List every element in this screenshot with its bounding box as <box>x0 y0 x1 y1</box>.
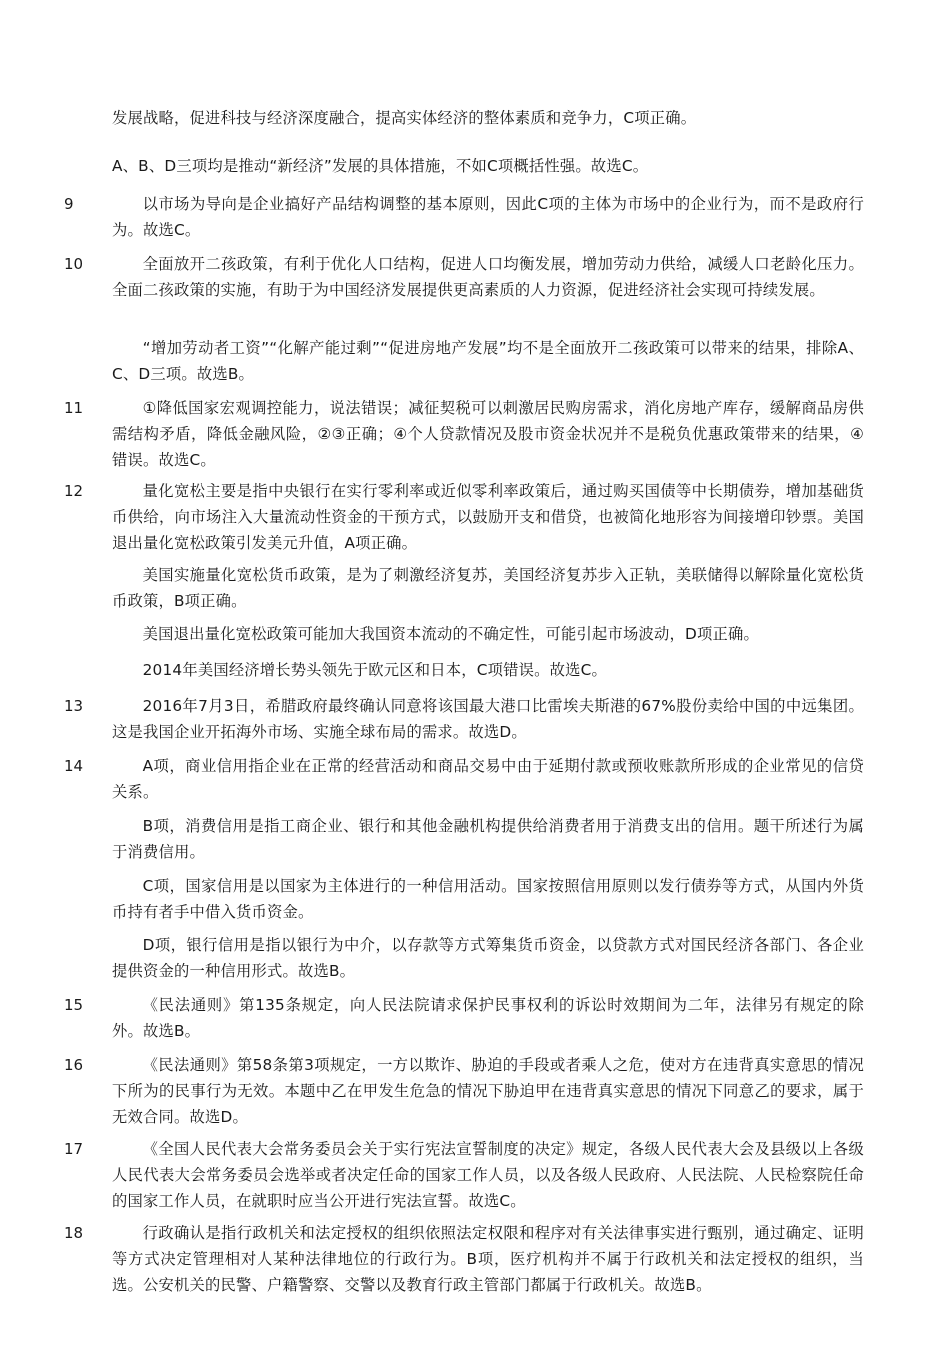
answer-paragraph: ①降低国家宏观调控能力，说法错误；减征契税可以刺激居民购房需求，消化房地产库存，缓解商品房供需结构矛盾，降低金融风险，②③正确；④个人贷款情况及股市资金状况并不是税负优惠政策带来的结果，④错误。故选C。 <box>112 399 864 469</box>
item-number: 10 <box>64 255 84 273</box>
answer-paragraph: B项，消费信用是指工商企业、银行和其他金融机构提供给消费者用于消费支出的信用。题干所述行为属于消费信用。 <box>112 817 864 861</box>
answer-paragraph: A、B、D三项均是推动“新经济”发展的具体措施，不如C项概括性强。故选C。 <box>112 157 649 175</box>
answer-paragraph: 美国实施量化宽松货币政策，是为了刺激经济复苏，美国经济复苏步入正轨，美联储得以解除量化宽松货币政策，B项正确。 <box>112 566 864 610</box>
answer-paragraph: D项，银行信用是指以银行为中介，以存款等方式筹集货币资金，以贷款方式对国民经济各部门、各企业提供资金的一种信用形式。故选B。 <box>112 936 864 980</box>
answer-paragraph: 美国退出量化宽松政策可能加大我国资本流动的不确定性，可能引起市场波动，D项正确。 <box>142 625 759 643</box>
answer-paragraph: 《全国人民代表大会常务委员会关于实行宪法宣誓制度的决定》规定，各级人民代表大会及县级以上各级人民代表大会常务委员会选举或者决定任命的国家工作人员，以及各级人民政府、人民法院、人民检察院任命的国家工作人员，在就职时应当公开进行宪法宣誓。故选C。 <box>112 1140 864 1210</box>
item-number: 9 <box>64 195 74 213</box>
answer-paragraph: 行政确认是指行政机关和法定授权的组织依照法定权限和程序对有关法律事实进行甄别，通过确定、证明等方式决定管理相对人某种法律地位的行政行为。B项，医疗机构并不属于行政机关和法定授权的组织，当选。公安机关的民警、户籍警察、交警以及教育行政主管部门都属于行政机关。故选B。 <box>112 1224 864 1294</box>
item-number: 16 <box>64 1056 84 1074</box>
item-number: 12 <box>64 482 84 500</box>
answer-paragraph: 《民法通则》第58条第3项规定，一方以欺诈、胁迫的手段或者乘人之危，使对方在违背真实意思的情况下所为的民事行为无效。本题中乙在甲发生危急的情况下胁迫甲在违背真实意思的情况下同意乙的要求，属于无效合同。故选D。 <box>112 1056 864 1126</box>
item-number: 15 <box>64 996 84 1014</box>
answer-paragraph: “增加劳动者工资”“化解产能过剩”“促进房地产发展”均不是全面放开二孩政策可以带来的结果，排除A、C、D三项。故选B。 <box>112 339 864 383</box>
answer-paragraph: 以市场为导向是企业搞好产品结构调整的基本原则，因此C项的主体为市场中的企业行为，而不是政府行为。故选C。 <box>112 195 864 239</box>
answer-paragraph: C项，国家信用是以国家为主体进行的一种信用活动。国家按照信用原则以发行债券等方式，从国内外货币持有者手中借入货币资金。 <box>112 877 864 921</box>
answer-paragraph: A项，商业信用指企业在正常的经营活动和商品交易中由于延期付款或预收账款所形成的企业常见的信贷关系。 <box>112 757 864 801</box>
item-number: 14 <box>64 757 84 775</box>
item-number: 13 <box>64 697 84 715</box>
answer-paragraph: 《民法通则》第135条规定，向人民法院请求保护民事权利的诉讼时效期间为二年，法律另有规定的除外。故选B。 <box>112 996 864 1040</box>
answer-paragraph: 全面放开二孩政策，有利于优化人口结构，促进人口均衡发展，增加劳动力供给，减缓人口老龄化压力。全面二孩政策的实施，有助于为中国经济发展提供更高素质的人力资源，促进经济社会实现可持续发展。 <box>112 255 864 299</box>
answer-paragraph: 量化宽松主要是指中央银行在实行零利率或近似零利率政策后，通过购买国债等中长期债券，增加基础货币供给，向市场注入大量流动性资金的干预方式，以鼓励开支和借贷，也被简化地形容为间接增印钞票。美国退出量化宽松政策引发美元升值，A项正确。 <box>112 482 864 552</box>
item-number: 17 <box>64 1140 84 1158</box>
item-number: 18 <box>64 1224 84 1242</box>
item-number: 11 <box>64 399 84 417</box>
answer-paragraph: 2016年7月3日，希腊政府最终确认同意将该国最大港口比雷埃夫斯港的67%股份卖给中国的中远集团。这是我国企业开拓海外市场、实施全球布局的需求。故选D。 <box>112 697 864 741</box>
answer-paragraph: 发展战略，促进科技与经济深度融合，提高实体经济的整体素质和竞争力，C项正确。 <box>112 109 697 127</box>
answer-paragraph: 2014年美国经济增长势头领先于欧元区和日本，C项错误。故选C。 <box>142 661 608 679</box>
